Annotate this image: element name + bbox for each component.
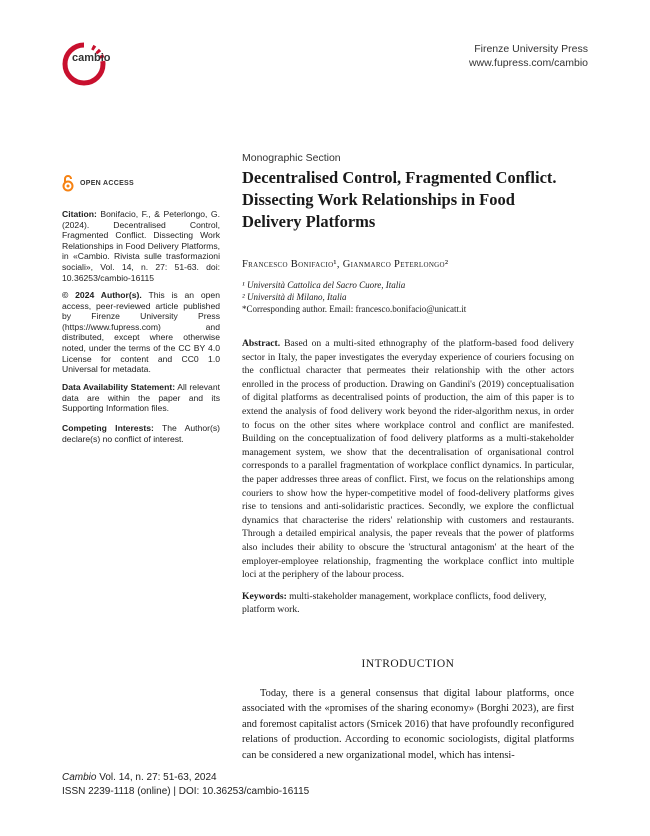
copyright-label: © 2024 Author(s). [62,290,142,300]
competing-interests-label: Competing Interests: [62,423,154,433]
publisher-url[interactable]: www.fupress.com/cambio [468,57,588,69]
open-access-label: OPEN ACCESS [80,179,134,187]
citation-block [62,209,220,283]
data-availability-label: Data Availability Statement: [62,382,176,392]
introduction-paragraph: Today, there is a general consensus that digital labour platforms, once associated with the «promises of the sharing economy» (Borghi 2023), are first and foremost capitalist actors (Srnicek 2016) that have profoundly reconfigured relations of production. According to economic sociologists, digital platforms can be considered a new organizational model, which has intensi- [242,688,574,761]
logo-text: cambio [72,52,111,64]
affiliation-1: ¹ Università Cattolica del Sacro Cuore, Italia [242,280,406,290]
competing-interests-text: The Author(s) declare(s) no conflict of interest. [62,423,221,444]
affiliations [242,279,574,315]
abstract [242,337,574,582]
footer [62,771,309,799]
journal-volume: Vol. 14, n. 27: 51-63, 2024 [99,772,217,783]
data-availability-block [62,382,220,414]
publisher-name: Firenze University Press [474,43,588,55]
keywords-label: Keywords: [242,591,287,602]
section-label: Monographic Section [242,152,341,164]
article-title: Decentralised Control, Fragmented Conflict. Dissecting Work Relationships in Food Delivery Platforms [242,168,557,231]
journal-name: Cambio [62,772,97,783]
citation-text: Bonifacio, F., & Peterlongo, G. (2024). Decentralised Control, Fragmented Conflict. Dissecting Work Relationships in Food Delivery Platforms, in «Cambio. Rivista sulle trasformazioni sociali», Vol. 14, n. 27: 51-63. doi: 10.36253/cambio-16115 [62,209,220,283]
keywords-text: multi-stakeholder management, workplace conflicts, food delivery, platform work. [242,591,547,615]
copyright-block [62,290,220,375]
keywords [242,590,574,616]
issn-doi: ISSN 2239-1118 (online) | DOI: 10.36253/cambio-16115 [62,786,310,797]
affiliation-2: ² Università di Milano, Italia [242,292,347,302]
competing-interests-block [62,423,220,444]
open-access-icon [62,174,74,192]
authors: Francesco Bonifacio¹, Gianmarco Peterlongo² [242,259,449,270]
introduction-heading: INTRODUCTION [361,658,455,670]
citation-label: Citation: [62,209,97,219]
abstract-text: Based on a multi-sited ethnography of the platform-based food delivery sector in Italy, the paper investigates the everyday experience of couriers focusing on the conflictual character that permeates their relationship with the other actors enrolled in the process of production. Drawing on Gandini's (2019) conceptualisation of digital platforms as decentralised points of production, the aim of this paper is to extend the analysis of food delivery work beyond the rider-algorithm nexus, in order to focus on the other sites where workplace control and conflict are manifested. Building on the conceptualization of food delivery platforms as a multi-stakeholder management system, we show that the decentralisation of organisational control corresponds to a parallel fragmentation of workplace conflict dynamics. In particular, the paper addresses three areas of conflict. First, we focus on the relationships among couriers to show how the hyper-competitive model of food-delivery platforms gives rise to tensions and anti-solidaristic practices. Secondly, we explore the conflictual dynamics that characterise the riders' relationship with customers and restaurants. Through a detailed empirical analysis, the paper reveals that the power of platforms also includes their ability to obscure the 'structural antagonism' at the heart of the employer-employee relationship, fragmenting the workplace conflict into multiple loci at the periphery of the labour process. [242,338,574,581]
open-access-badge [62,174,134,192]
data-availability-text: All relevant data are within the paper and its Supporting Information files. [62,382,220,414]
abstract-label: Abstract. [242,338,281,349]
publisher-block [469,42,588,70]
copyright-text: This is an open access, peer-reviewed article published by Firenze University Press (https://www.fupress.com) and distributed, except where otherwise noted, under the terms of the CC BY 4.0 License for content and CC0 1.0 Universal for metadata. [62,290,220,375]
corresponding-author: *Corresponding author. Email: francesco.bonifacio@unicatt.it [242,304,467,314]
